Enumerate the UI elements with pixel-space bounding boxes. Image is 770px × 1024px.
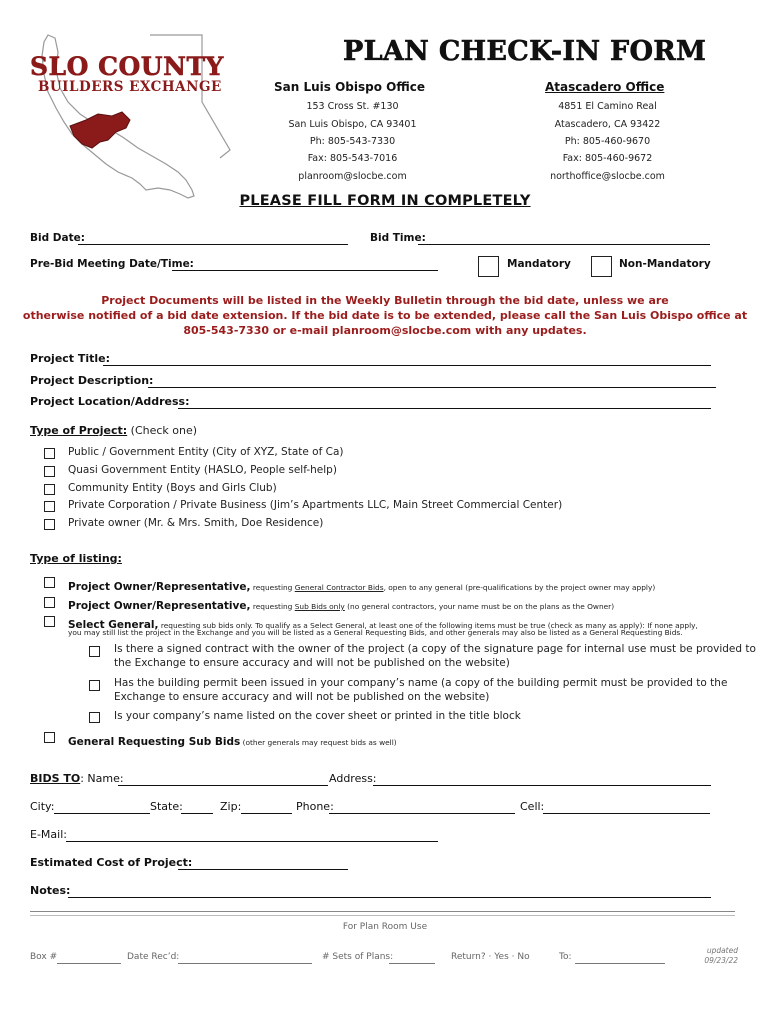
project-type-checkbox-quasi[interactable]	[44, 466, 55, 477]
bids-to-name-label: : Name:	[80, 772, 124, 785]
project-type-option-private-corp: Private Corporation / Private Business (Jim’s Apartments LLC, Main Street Commercial Center)	[68, 499, 563, 511]
non-mandatory-checkbox[interactable]	[591, 256, 612, 277]
listing-opt4-bold: General Requesting Sub Bids	[68, 736, 241, 748]
fill-completely-instruction: PLEASE FILL FORM IN COMPLETELY	[239, 193, 531, 209]
slo-office-heading: San Luis Obispo Office	[274, 80, 425, 94]
state-field[interactable]	[181, 813, 213, 814]
project-type-option-private-owner: Private owner (Mr. & Mrs. Smith, Doe Residence)	[68, 517, 324, 529]
plan-room-heading: For Plan Room Use	[342, 922, 428, 932]
project-title-field[interactable]	[103, 365, 711, 366]
logo-subtitle: BUILDERS EXCHANGE	[38, 79, 222, 95]
phone-field[interactable]	[329, 813, 515, 814]
plan-room-divider-top	[30, 911, 735, 912]
sets-of-plans-field[interactable]	[389, 963, 435, 964]
non-mandatory-label: Non-Mandatory	[619, 258, 711, 270]
atascadero-phone: Ph: 805-460-9670	[564, 136, 651, 147]
slo-phone: Ph: 805-543-7330	[309, 136, 396, 147]
listing-opt1-underlined: General Contractor Bids	[294, 583, 384, 592]
plan-room-divider-bottom	[30, 915, 735, 916]
mandatory-label: Mandatory	[507, 258, 571, 270]
cell-field[interactable]	[543, 813, 710, 814]
project-type-option-community: Community Entity (Boys and Girls Club)	[68, 482, 277, 494]
project-type-hint: (Check one)	[130, 424, 198, 437]
form-title: PLAN CHECK-IN FORM	[343, 36, 707, 67]
atascadero-office-heading: Atascadero Office	[545, 80, 665, 94]
atascadero-fax: Fax: 805-460-9672	[562, 153, 653, 164]
slo-fax: Fax: 805-543-7016	[307, 153, 398, 164]
listing-checkbox-select-general[interactable]	[44, 616, 55, 627]
listing-opt1-bold: Project Owner/Representative,	[68, 581, 251, 593]
email-label: E-Mail:	[30, 828, 67, 841]
return-label: Return? · Yes · No	[451, 952, 530, 962]
project-description-field[interactable]	[148, 387, 716, 388]
listing-checkbox-owner-sub[interactable]	[44, 597, 55, 608]
listing-opt1-post: , open to any general (pre-qualifications by the project owner may apply)	[383, 583, 656, 592]
project-type-checkbox-private-owner[interactable]	[44, 519, 55, 530]
listing-opt4-post: (other generals may request bids as well)	[240, 738, 397, 747]
notice-line-1: Project Documents will be listed in the Weekly Bulletin through the bid date, unless we are	[101, 294, 669, 307]
select-general-sub-contract-l1: Is there a signed contract with the owner of the project (a copy of the signature page for internal use must be provided to	[114, 643, 756, 655]
select-general-sub-permit-l2: Exchange to ensure accuracy and will not be published on the website)	[114, 691, 490, 703]
box-number-label: Box #	[30, 952, 58, 962]
zip-label: Zip:	[220, 800, 242, 813]
project-type-option-public: Public / Government Entity (City of XYZ, State of Ca)	[68, 446, 344, 458]
city-label: City:	[30, 800, 55, 813]
city-field[interactable]	[54, 813, 150, 814]
atascadero-email: northoffice@slocbe.com	[550, 171, 665, 182]
updated-label: updated	[706, 946, 738, 955]
bid-date-field[interactable]	[78, 244, 348, 245]
cell-label: Cell:	[520, 800, 545, 813]
select-general-sub-title-block: Is your company’s name listed on the cover sheet or printed in the title block	[114, 710, 521, 722]
project-location-field[interactable]	[178, 408, 711, 409]
email-field[interactable]	[66, 841, 438, 842]
sets-of-plans-label: # Sets of Plans:	[322, 952, 394, 962]
bids-to-address-field[interactable]	[373, 785, 711, 786]
notes-field[interactable]	[68, 897, 711, 898]
select-general-sub-contract-l2: the Exchange to ensure accuracy and will not be published on the website)	[114, 657, 510, 669]
project-type-checkbox-community[interactable]	[44, 484, 55, 495]
to-field[interactable]	[575, 963, 665, 964]
listing-checkbox-owner-general[interactable]	[44, 577, 55, 588]
bid-date-label: Bid Date:	[30, 232, 85, 244]
listing-opt2-underlined: Sub Bids only	[294, 602, 345, 611]
bids-to-heading: BIDS TO	[30, 772, 81, 785]
listing-opt3-text2: you may still list the project in the Exchange and you will be listed as a General Requesting Bids, and other generals may also be listed as a General Requesting Bids.	[68, 628, 683, 637]
zip-field[interactable]	[241, 813, 292, 814]
date-received-label: Date Rec’d:	[127, 952, 180, 962]
atascadero-address1: 4851 El Camino Real	[558, 101, 657, 112]
select-general-sub-permit-l1: Has the building permit been issued in your company’s name (a copy of the building permit must be provided to the	[114, 677, 728, 689]
listing-opt3-text1: requesting sub bids only. To qualify as a Select General, at least one of the following items must be true (check as many as apply): If none apply,	[158, 621, 698, 630]
select-general-sub-checkbox-contract[interactable]	[89, 646, 100, 657]
notice-line-3: 805-543-7330 or e-mail planroom@slocbe.com with any updates.	[183, 324, 587, 337]
bid-time-label: Bid Time:	[370, 232, 426, 244]
listing-opt2-post: (no general contractors, your name must be on the plans as the Owner)	[344, 602, 615, 611]
listing-checkbox-general-requesting[interactable]	[44, 732, 55, 743]
select-general-sub-checkbox-permit[interactable]	[89, 680, 100, 691]
atascadero-address2: Atascadero, CA 93422	[554, 119, 661, 130]
listing-option-owner-general	[68, 575, 655, 594]
box-number-field[interactable]	[57, 963, 121, 964]
state-label: State:	[150, 800, 183, 813]
listing-option-owner-sub	[68, 594, 614, 613]
listing-opt1-pre: requesting	[250, 583, 295, 592]
project-type-option-quasi: Quasi Government Entity (HASLO, People self-help)	[68, 464, 337, 476]
project-type-checkbox-private-corp[interactable]	[44, 501, 55, 512]
select-general-sub-checkbox-title-block[interactable]	[89, 712, 100, 723]
slo-address2: San Luis Obispo, CA 93401	[288, 119, 417, 130]
bids-to-name-field[interactable]	[118, 785, 328, 786]
notice-line-2: otherwise notified of a bid date extension. If the bid date is to be extended, please call the San Luis Obispo office at	[22, 309, 748, 322]
project-title-label: Project Title:	[30, 352, 111, 365]
project-description-label: Project Description:	[30, 374, 154, 387]
logo-title: SLO COUNTY	[30, 52, 224, 81]
listing-opt2-bold: Project Owner/Representative,	[68, 600, 251, 612]
listing-heading: Type of listing:	[30, 552, 122, 565]
listing-option-general-requesting	[68, 730, 397, 749]
slo-email: planroom@slocbe.com	[298, 171, 407, 182]
prebid-field[interactable]	[172, 270, 438, 271]
project-location-label: Project Location/Address:	[30, 395, 190, 408]
listing-opt3-bold: Select General,	[68, 619, 159, 631]
mandatory-checkbox[interactable]	[478, 256, 499, 277]
updated-date: 09/23/22	[704, 956, 738, 965]
bid-time-field[interactable]	[418, 244, 710, 245]
project-type-checkbox-public[interactable]	[44, 448, 55, 459]
bids-to-address-label: Address:	[329, 772, 377, 785]
date-received-field[interactable]	[178, 963, 312, 964]
slo-address1: 153 Cross St. #130	[306, 101, 399, 112]
project-type-heading: Type of Project:	[30, 424, 128, 437]
to-label: To:	[559, 952, 572, 962]
estimated-cost-label: Estimated Cost of Project:	[30, 856, 193, 869]
notes-label: Notes:	[30, 884, 71, 897]
bids-to-row	[30, 772, 124, 785]
prebid-label: Pre-Bid Meeting Date/Time:	[30, 258, 194, 270]
listing-opt2-pre: requesting	[250, 602, 295, 611]
estimated-cost-field[interactable]	[178, 869, 348, 870]
phone-label: Phone:	[296, 800, 334, 813]
project-type-heading-row	[30, 424, 197, 437]
